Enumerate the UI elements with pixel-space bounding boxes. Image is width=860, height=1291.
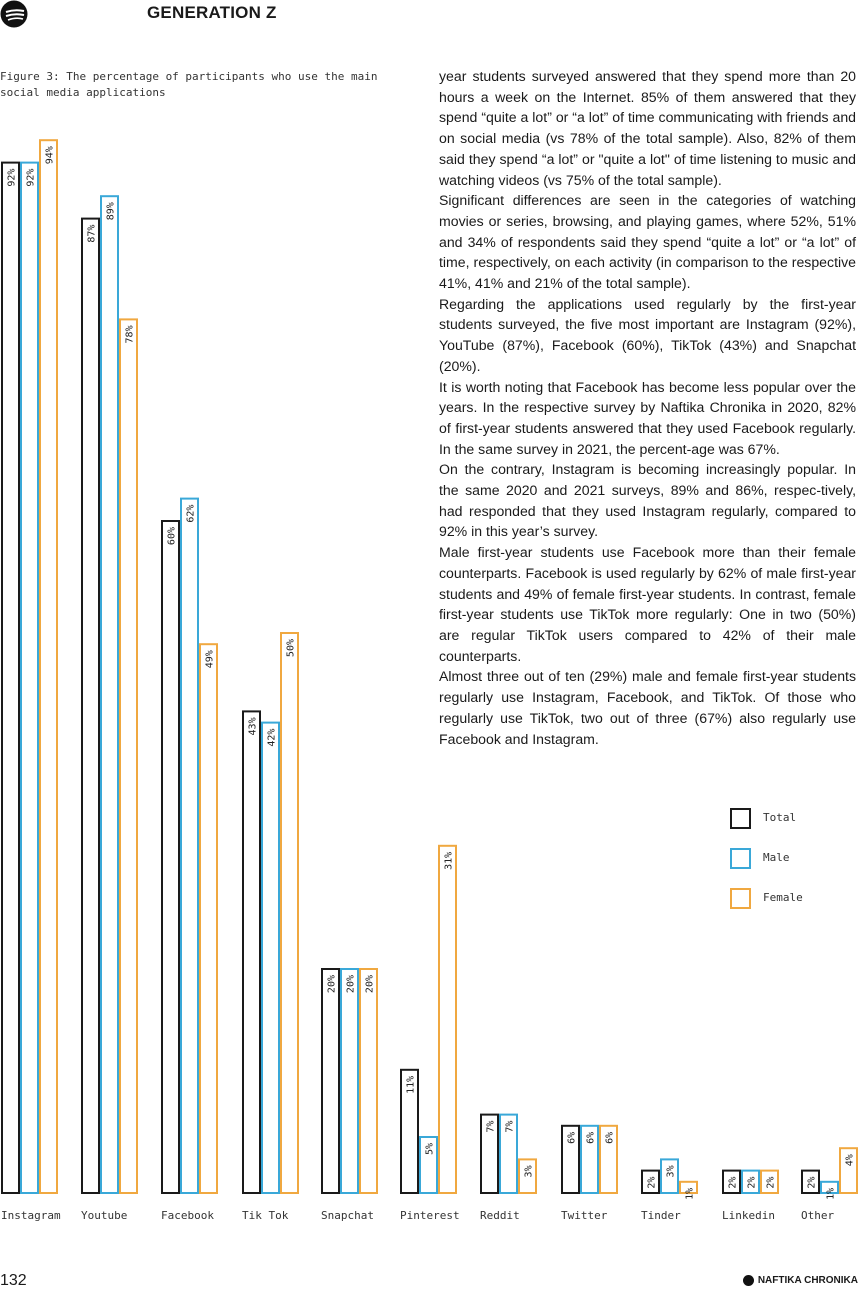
data-label: 62% xyxy=(185,504,197,523)
paragraph: year students surveyed answered that they spend more than 20 hours a week on the Internet. 85% of them answered that they spend “quite a lot” or “a lot” of time communicating with friends and on social media (vs 78% of the total sample). Also, 82% of them said they spend “a lot” or "quite a lot" of time listening to music and watching videos (vs 75% of the total sample). xyxy=(439,68,856,188)
bar-total-instagram xyxy=(2,163,19,1193)
figure-caption: Figure 3: The percentage of participants who use the main social media applications xyxy=(0,70,378,99)
bar-total-tik-tok xyxy=(243,711,260,1193)
data-label: 11% xyxy=(405,1075,417,1094)
bar-male-facebook xyxy=(181,499,198,1193)
bar-total-twitter xyxy=(562,1126,579,1193)
data-label: 2% xyxy=(746,1176,758,1189)
category-label: Snapchat xyxy=(321,1209,374,1222)
data-label: 2% xyxy=(646,1176,658,1189)
data-label: 1% xyxy=(825,1187,837,1200)
data-label: 78% xyxy=(124,325,136,344)
bar-total-facebook xyxy=(162,521,179,1193)
bar-female-twitter xyxy=(600,1126,617,1193)
bar-female-pinterest xyxy=(439,846,456,1193)
brand-mark-icon xyxy=(743,1275,754,1286)
bar-male-twitter xyxy=(581,1126,598,1193)
category-label: Other xyxy=(801,1209,835,1222)
data-label: 92% xyxy=(6,168,18,187)
category-label: Tik Tok xyxy=(242,1209,289,1222)
data-label: 92% xyxy=(25,168,37,187)
data-label: 20% xyxy=(326,975,338,994)
brand-logo-icon xyxy=(0,0,30,28)
category-label: Facebook xyxy=(161,1209,214,1222)
legend-label: Male xyxy=(763,851,790,864)
bar-male-reddit xyxy=(500,1115,517,1193)
bar-male-tik-tok xyxy=(262,723,279,1193)
bar-male-tinder xyxy=(661,1159,678,1193)
data-label: 6% xyxy=(585,1131,597,1144)
paragraph: It is worth noting that Facebook has become less popular over the years. In the respective survey by Naftika Chronika in 2020, 82% of first-year students answered that they used Facebook regularly. In the same survey in 2021, the percent-age was 67%. xyxy=(439,378,856,457)
paragraph: Almost three out of ten (29%) male and female first-year students regularly use Instagram, Facebook, and TikTok. Of those who regularly use TikTok, two out of three (67%) also regularly use Facebook and Instagram. xyxy=(439,668,856,747)
legend-swatch-male xyxy=(730,848,751,869)
category-label: Tinder xyxy=(641,1209,681,1222)
data-label: 7% xyxy=(504,1120,516,1133)
bar-female-snapchat xyxy=(360,969,377,1193)
data-label: 2% xyxy=(765,1176,777,1189)
data-label: 2% xyxy=(806,1176,818,1189)
bar-total-reddit xyxy=(481,1115,498,1193)
paragraph: Significant differences are seen in the categories of watching movies or series, browsing, and playing games, where 52%, 51% and 34% of respondents said they spend “quite a lot” or “a lot” of time, respectively, on each activity (in comparison to the respective 41%, 41% and 21% of the total sample). xyxy=(439,192,856,292)
bar-male-youtube xyxy=(101,196,118,1193)
bar-female-tinder xyxy=(680,1182,697,1193)
data-label: 49% xyxy=(204,650,216,669)
data-label: 94% xyxy=(44,146,56,165)
bar-total-youtube xyxy=(82,219,99,1193)
data-label: 7% xyxy=(485,1120,497,1133)
footer-brand xyxy=(743,1275,858,1286)
data-label: 6% xyxy=(604,1131,616,1144)
data-label: 43% xyxy=(247,717,259,736)
bar-male-instagram xyxy=(21,163,38,1193)
category-label: Pinterest xyxy=(400,1209,460,1222)
bar-female-facebook xyxy=(200,644,217,1193)
data-label: 20% xyxy=(364,975,376,994)
bar-total-linkedin xyxy=(723,1171,740,1193)
legend-swatch-total xyxy=(730,808,751,829)
page-header-title: GENERATION Z xyxy=(147,3,277,22)
bar-female-youtube xyxy=(120,319,137,1193)
data-label: 31% xyxy=(443,851,455,870)
data-label: 6% xyxy=(566,1131,578,1144)
bar-male-linkedin xyxy=(742,1171,759,1193)
bar-female-other xyxy=(840,1148,857,1193)
data-label: 5% xyxy=(424,1143,436,1156)
paragraph: Regarding the applications used regularly by the first-year students surveyed, the five most important are Instagram (92%), YouTube (87%), Facebook (60%), TikTok (43%) and Snapchat (20%). xyxy=(439,295,856,374)
legend-label: Total xyxy=(763,811,797,824)
bar-female-tik-tok xyxy=(281,633,298,1193)
category-label: Linkedin xyxy=(722,1209,775,1222)
category-label: Youtube xyxy=(81,1209,128,1222)
bar-total-snapchat xyxy=(322,969,339,1193)
page-number: 132 xyxy=(0,1272,27,1289)
category-label: Instagram xyxy=(1,1209,61,1222)
data-label: 1% xyxy=(684,1187,696,1200)
bar-total-tinder xyxy=(642,1171,659,1193)
paragraph: On the contrary, Instagram is becoming increasingly popular. In the same 2020 and 2021 surveys, 89% and 86%, respec-tively, had responded that they used Instagram regularly, compared to 92% in this year’s survey. xyxy=(439,461,856,540)
legend-label: Female xyxy=(763,891,803,904)
data-label: 3% xyxy=(523,1165,535,1178)
data-label: 60% xyxy=(166,527,178,546)
category-label: Twitter xyxy=(561,1209,608,1222)
bar-male-pinterest xyxy=(420,1137,437,1193)
legend-swatch-female xyxy=(730,888,751,909)
data-label: 89% xyxy=(105,202,117,221)
article-body xyxy=(439,66,856,749)
category-label: Reddit xyxy=(480,1209,520,1222)
bar-female-reddit xyxy=(519,1159,536,1193)
bar-female-instagram xyxy=(40,140,57,1193)
bar-male-snapchat xyxy=(341,969,358,1193)
data-label: 3% xyxy=(665,1165,677,1178)
data-label: 50% xyxy=(285,639,297,658)
data-label: 20% xyxy=(345,975,357,994)
data-label: 42% xyxy=(266,728,278,747)
bar-total-other xyxy=(802,1171,819,1193)
data-label: 87% xyxy=(86,224,98,243)
paragraph: Male first-year students use Facebook more than their female counterparts. Facebook is used regularly by 62% of male first-year students and 49% of female first-year students. In contrast, female first-year students use TikTok more regularly: One in two (50%) are regular TikTok users compared to 42% of their male counterparts. xyxy=(439,544,856,664)
bar-female-linkedin xyxy=(761,1171,778,1193)
footer-brand-label: NAFTIKA CHRONIKA xyxy=(757,1275,858,1286)
bar-total-pinterest xyxy=(401,1070,418,1193)
data-label: 4% xyxy=(844,1154,856,1167)
data-label: 2% xyxy=(727,1176,739,1189)
bar-male-other xyxy=(821,1182,838,1193)
